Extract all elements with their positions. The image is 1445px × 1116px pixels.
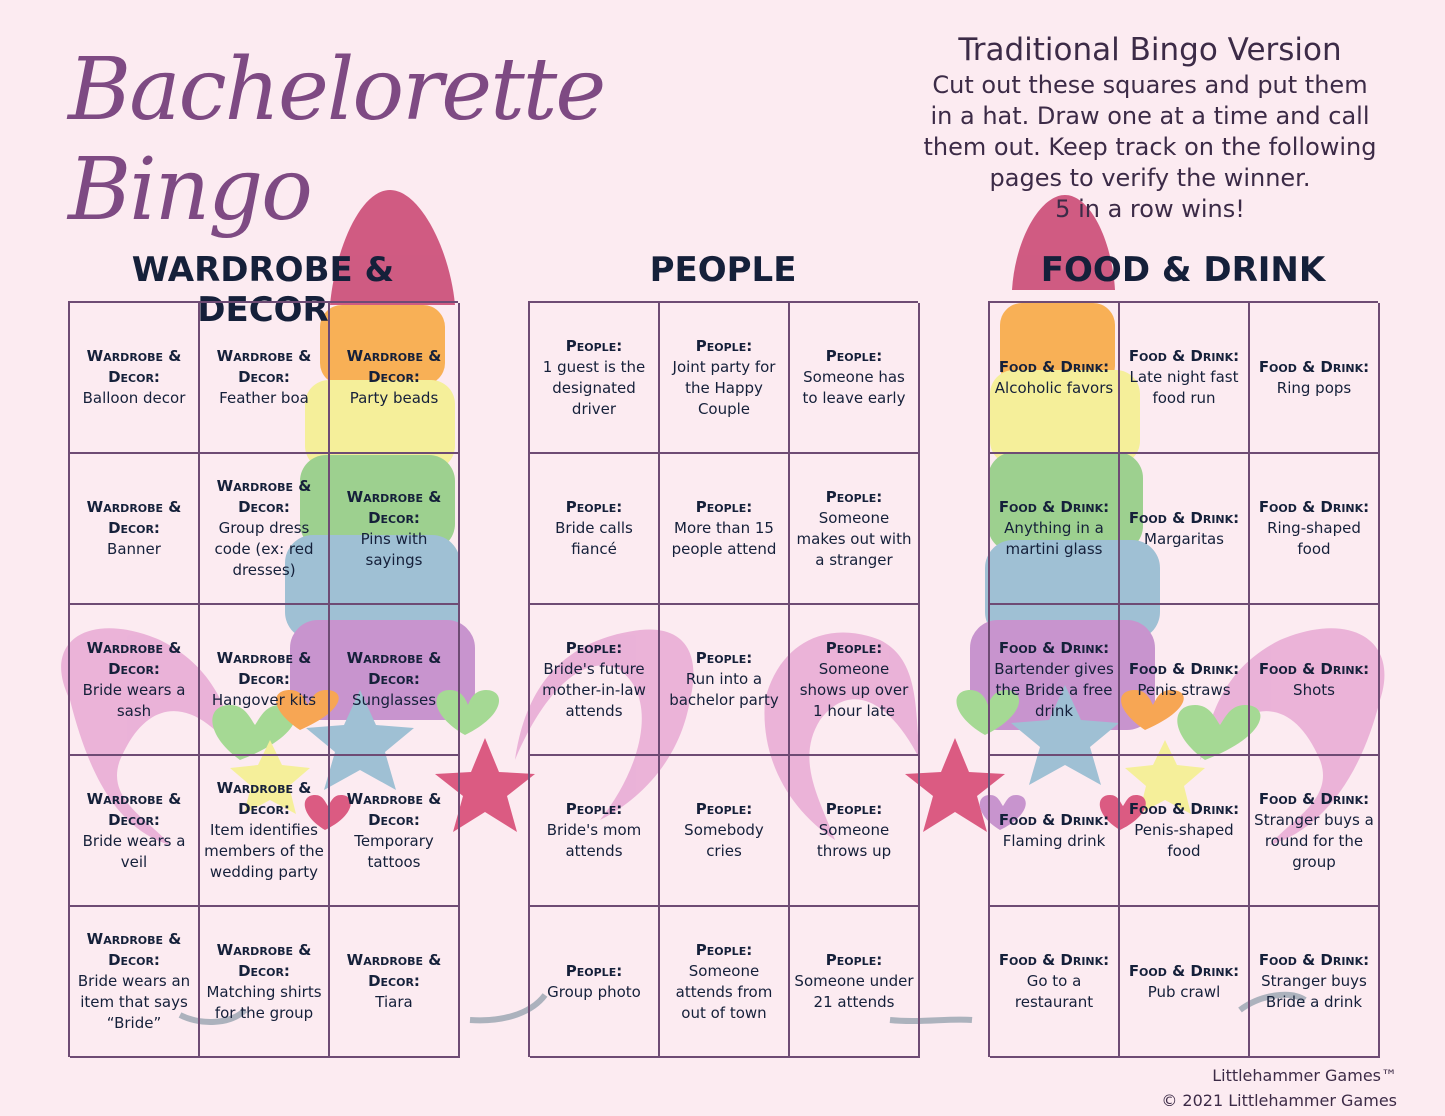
bingo-cell [530,454,660,605]
cell-category: Wardrobe & Decor: [216,649,312,688]
bingo-cell [660,454,790,605]
footer [1161,1063,1397,1113]
bingo-cell [530,907,660,1058]
cell-text: Penis-shaped food [1134,821,1234,860]
cell-category: People: [695,940,753,959]
instructions [915,32,1385,225]
cell-category: Wardrobe & Decor: [86,789,182,829]
cell-category: People: [565,638,623,657]
bingo-cell [70,605,200,756]
cell-text: More than 15 people attend [671,519,777,558]
cell-text: Banner [107,540,161,558]
bingo-cell [330,907,460,1058]
cell-category: Wardrobe & Decor: [346,951,442,990]
cell-category: Wardrobe & Decor: [86,347,182,386]
cell-category: Food & Drink: [998,810,1110,829]
cell-text: Someone throws up [816,821,892,860]
cell-text: Margaritas [1144,529,1224,548]
cell-text: Alcoholic favors [994,378,1114,397]
cell-category: People: [825,638,883,657]
cell-category: Food & Drink: [1128,800,1240,818]
cell-category: Food & Drink: [1258,789,1370,808]
cell-category: Wardrobe & Decor: [346,487,442,527]
page-title: Bachelorette Bingo [68,40,605,240]
board-title-people: PEOPLE [649,250,797,290]
bingo-cell [330,303,460,454]
cell-category: Wardrobe & Decor: [86,638,182,678]
bingo-cell [990,756,1120,907]
cell-text: Party beads [349,389,439,407]
bingo-cell [1120,303,1250,454]
bingo-cell [200,756,330,907]
cell-category: Wardrobe & Decor: [216,779,312,818]
cell-text: Bride wears a veil [82,831,186,871]
bingo-cell [1120,756,1250,907]
cell-text: Bride's future mother-in-law attends [542,659,646,720]
cell-category: People: [825,487,883,506]
cell-category: Food & Drink: [998,357,1110,376]
bingo-cell [790,756,920,907]
cell-text: Tiara [375,993,413,1011]
cell-category: People: [565,336,623,355]
cell-text: Anything in a martini glass [1004,519,1104,558]
cell-category: Wardrobe & Decor: [216,477,312,516]
bingo-cell [200,303,330,454]
cell-category: People: [825,800,883,818]
board-title-wardrobe-decor: WARDROBE & DECOR [131,250,395,330]
instructions-heading: Traditional Bingo Version [958,32,1342,68]
cell-text: Someone shows up over 1 hour late [799,659,909,720]
cell-category: Wardrobe & Decor: [216,347,312,386]
cell-category: Food & Drink: [998,951,1110,969]
cell-text: Flaming drink [1002,831,1106,850]
cell-category: Food & Drink: [1128,659,1240,678]
cell-category: Food & Drink: [1128,961,1240,980]
bingo-cell [660,756,790,907]
cell-text: Penis straws [1137,680,1231,699]
cell-category: Food & Drink: [1258,951,1370,969]
footer-copyright: © 2021 Littlehammer Games [1161,1091,1397,1110]
cell-category: People: [695,800,753,818]
bingo-cell [790,605,920,756]
bingo-cell [330,454,460,605]
bingo-cell [1250,907,1380,1058]
cell-text: Someone makes out with a stranger [796,508,912,569]
cell-category: Wardrobe & Decor: [346,649,442,688]
bingo-cell [660,907,790,1058]
cell-category: People: [825,347,883,365]
footer-brand: Littlehammer Games™ [1212,1066,1397,1085]
bingo-cell [200,454,330,605]
cell-category: People: [695,649,753,667]
cell-text: Ring pops [1276,378,1352,397]
bingo-cell [790,907,920,1058]
cell-category: Food & Drink: [1128,508,1240,527]
cell-category: People: [565,498,623,516]
cell-text: 1 guest is the designated driver [542,357,646,418]
bingo-cell [70,907,200,1058]
bingo-cell [1250,605,1380,756]
cell-text: Run into a bachelor party [669,670,779,709]
cell-category: Wardrobe & Decor: [346,789,442,829]
bingo-cell [990,454,1120,605]
cell-text: Group photo [547,982,641,1001]
cell-category: Wardrobe & Decor: [86,498,182,537]
bingo-cell [330,756,460,907]
bingo-cell [70,303,200,454]
cell-category: People: [695,336,753,355]
bingo-cell [200,605,330,756]
cell-text: Stranger buys Bride a drink [1261,972,1367,1011]
bingo-cell [1120,907,1250,1058]
instructions-line: Cut out these squares and put them [932,71,1368,99]
cell-category: Food & Drink: [998,638,1110,657]
cell-category: People: [695,498,753,516]
cell-text: Bride calls fiancé [555,519,633,558]
cell-text: Stranger buys a round for the group [1254,810,1374,871]
bingo-board-people [528,301,918,1057]
bingo-cell [790,454,920,605]
cell-text: Pub crawl [1147,982,1221,1001]
cell-text: Somebody cries [684,821,764,860]
cell-category: Wardrobe & Decor: [216,940,312,980]
cell-text: Bride's mom attends [546,821,642,860]
instructions-line: in a hat. Draw one at a time and call [930,102,1370,130]
cell-category: Wardrobe & Decor: [346,347,442,386]
cell-text: Group dress code (ex: red dresses) [214,519,314,579]
cell-category: People: [565,800,623,818]
bingo-cell [660,605,790,756]
cell-text: Matching shirts for the group [206,982,322,1022]
cell-text: Joint party for the Happy Couple [672,357,776,418]
cell-text: Bride wears an item that says “Bride” [77,972,191,1032]
cell-category: Food & Drink: [1128,347,1240,365]
board-title-food-drink: FOOD & DRINK [1040,250,1326,290]
cell-category: Food & Drink: [1258,357,1370,376]
cell-text: Pins with sayings [360,529,428,569]
cell-text: Sunglasses [351,691,437,709]
cell-category: Food & Drink: [998,498,1110,516]
bingo-cell [530,756,660,907]
cell-text: Shots [1293,680,1335,699]
instructions-line: them out. Keep track on the following [923,133,1377,161]
cell-text: Go to a restaurant [1014,972,1094,1011]
instructions-line: pages to verify the winner. [989,164,1311,192]
cell-text: Ring-shaped food [1267,519,1361,558]
bingo-cell [70,454,200,605]
cell-category: People: [565,961,623,980]
bingo-board-wardrobe-decor [68,301,458,1057]
bingo-cell [530,605,660,756]
cell-text: Hangover kits [211,691,317,709]
bingo-cell [530,303,660,454]
cell-text: Bride wears a sash [82,680,186,720]
bingo-cell [790,303,920,454]
cell-text: Balloon decor [82,389,186,407]
cell-text: Someone attends from out of town [675,961,773,1022]
bingo-cell [1250,454,1380,605]
bingo-cell [660,303,790,454]
bingo-board-food-drink [988,301,1378,1057]
cell-text: Feather boa [219,389,309,407]
cell-category: Food & Drink: [1258,498,1370,516]
bingo-cell [990,605,1120,756]
bingo-cell [1120,605,1250,756]
cell-category: Wardrobe & Decor: [86,930,182,969]
cell-text: Late night fast food run [1129,368,1239,407]
bingo-cell [1120,454,1250,605]
cell-text: Bartender gives the Bride a free drink [994,659,1114,720]
cell-text: Item identifies members of the wedding party [204,821,324,881]
cell-text: Temporary tattoos [354,831,434,871]
cell-category: Food & Drink: [1258,659,1370,678]
bingo-cell [1250,756,1380,907]
bingo-cell [330,605,460,756]
bingo-cell [70,756,200,907]
cell-category: People: [825,951,883,969]
bingo-cell [1250,303,1380,454]
cell-text: Someone has to leave early [802,368,906,407]
bingo-cell [200,907,330,1058]
bingo-cell [990,303,1120,454]
bingo-cell [990,907,1120,1058]
cell-text: Someone under 21 attends [794,972,914,1011]
instructions-line: 5 in a row wins! [1055,195,1245,223]
